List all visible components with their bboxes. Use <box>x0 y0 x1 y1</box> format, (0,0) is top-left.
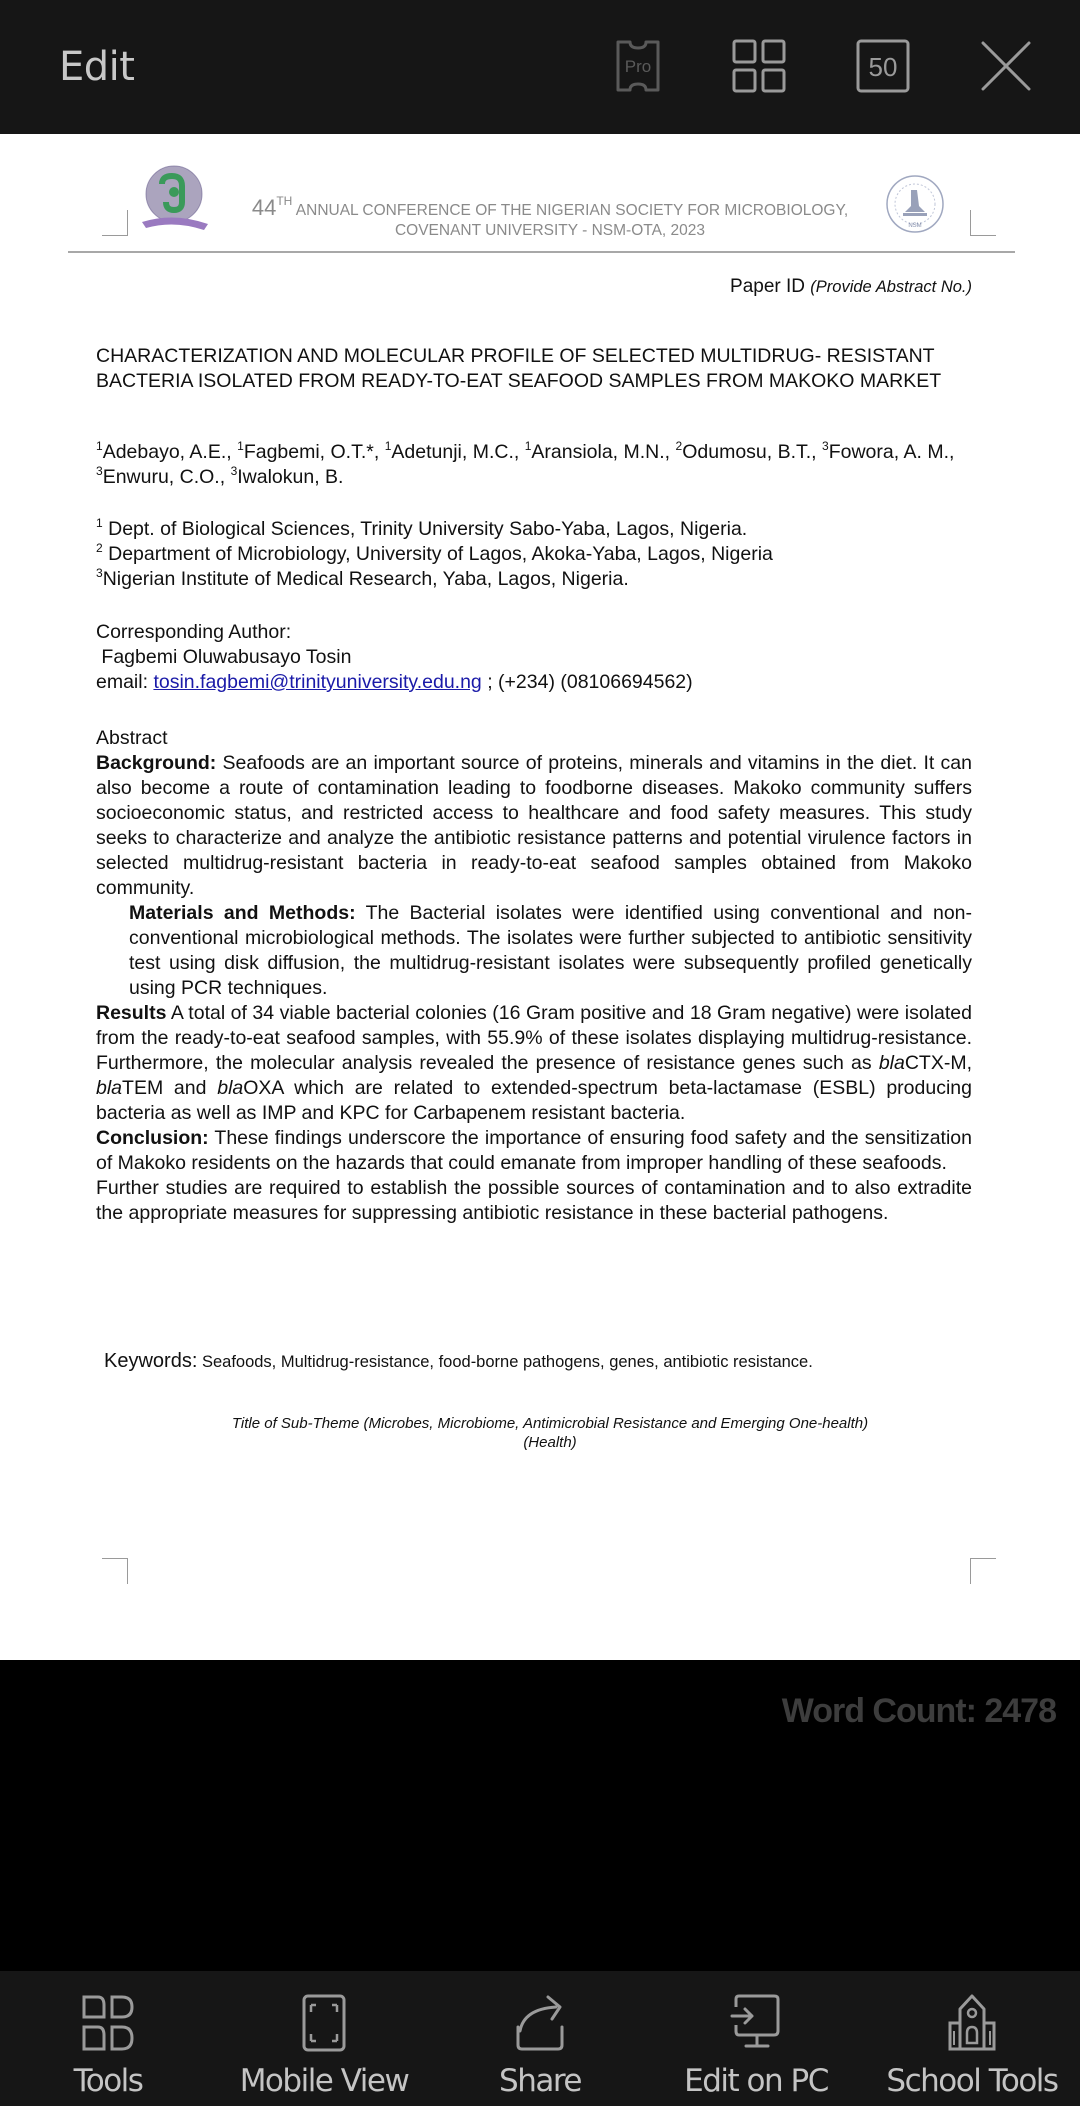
page-count: 50 <box>868 52 898 82</box>
email-label: email: <box>96 671 154 693</box>
edit-on-pc-icon <box>726 1993 786 2053</box>
header-divider <box>68 251 1015 253</box>
conference-ordinal-suffix: TH <box>276 194 293 208</box>
edit-on-pc-button[interactable] <box>648 1971 864 2106</box>
author-affiliation-number: 1 <box>524 439 532 453</box>
keywords <box>104 1350 813 1373</box>
corresponding-name: Fagbemi Oluwabusayo Tosin <box>96 646 352 668</box>
share-button[interactable] <box>432 1971 648 2106</box>
pro-ticket-icon[interactable] <box>610 38 666 94</box>
tools-button[interactable] <box>0 1971 216 2106</box>
affiliation-number: 1 <box>96 516 103 530</box>
results-text-b: which are related to extended-spectrum beta-lactamase (ESBL) producing bacteria as well as IMP and KPC for Carbapenem resistant bacteria. <box>96 1077 972 1124</box>
bottom-toolbar <box>0 1971 1080 2106</box>
corresponding-label: Corresponding Author: <box>96 621 292 643</box>
gene-ctx-m: CTX-M, <box>904 1052 972 1074</box>
edit-button[interactable]: Edit <box>59 44 135 90</box>
close-icon[interactable] <box>978 38 1034 94</box>
affiliation <box>96 517 972 542</box>
affiliation <box>96 567 972 592</box>
author-affiliation-number: 3 <box>96 464 103 478</box>
mobile-view-label: Mobile View <box>239 2063 409 2099</box>
share-label: Share <box>499 2063 581 2099</box>
author-name: Adetunji, M.C., <box>391 441 525 463</box>
author-name: Fowora, A. M., <box>828 441 960 463</box>
author-affiliation-number: 1 <box>237 439 244 453</box>
gene-tem: TEM and <box>122 1077 218 1099</box>
school-tools-icon <box>942 1993 1002 2053</box>
author-affiliation-number: 1 <box>96 439 103 453</box>
sub-theme-line-2: (Health) <box>523 1434 577 1451</box>
abstract-background <box>96 751 972 901</box>
school-tools-label: School Tools <box>886 2063 1058 2099</box>
paper-id-hint: (Provide Abstract No.) <box>810 278 972 296</box>
paper-title: CHARACTERIZATION AND MOLECULAR PROFILE OF SELECTED MULTIDRUG- RESISTANT BACTERIA ISOLATED FROM READY-TO-EAT SEAFOOD SAMPLES FROM MAKOKO MARKET <box>96 345 942 392</box>
nsm-society-logo <box>885 174 945 234</box>
crop-mark-top-left <box>102 210 128 236</box>
page-count-icon[interactable] <box>855 38 911 94</box>
tools-icon <box>78 1993 138 2053</box>
affiliation-text: Nigerian Institute of Medical Research, Yaba, Lagos, Nigeria. <box>102 568 629 590</box>
tools-label: Tools <box>73 2063 143 2099</box>
abstract-further-studies: Further studies are required to establish the possible sources of contamination and to also extradite the appropriate measures for suppressing antibiotic resistance in these bacterial pathogens. <box>96 1177 972 1224</box>
university-logo <box>138 164 212 234</box>
author-affiliation-number: 2 <box>675 439 683 453</box>
affiliations <box>96 517 972 592</box>
author-name: Adebayo, A.E., <box>102 441 238 463</box>
edit-on-pc-label: Edit on PC <box>684 2063 828 2099</box>
gene-prefix: bla <box>878 1052 905 1074</box>
conference-line-1: ANNUAL CONFERENCE OF THE NIGERIAN SOCIETY FOR MICROBIOLOGY, <box>295 202 849 219</box>
crop-mark-bottom-left <box>102 1558 128 1584</box>
results-text-a: A total of 34 viable bacterial colonies (16 Gram positive and 18 Gram negative) were isolated from the ready-to-eat seafood samples, with 55.9% of these isolates displaying multidrug-resistance. Furthermore, the molecular analysis revealed the presence of resistance genes such as <box>96 1002 972 1074</box>
conference-ordinal: 44 <box>251 195 277 220</box>
document-page[interactable] <box>0 134 1080 1660</box>
school-tools-button[interactable] <box>864 1971 1080 2106</box>
keywords-text: Seafoods, Multidrug-resistance, food-borne pathogens, genes, antibiotic resistance. <box>197 1353 813 1371</box>
svg-text:NSM: NSM <box>908 223 922 229</box>
gene-oxa: OXA <box>243 1077 284 1099</box>
phone-number: ; (+234) (08106694562) <box>481 671 693 693</box>
author-name: Odumosu, B.T., <box>682 441 823 463</box>
affiliation <box>96 542 972 567</box>
crop-mark-top-right <box>970 210 996 236</box>
background-text: Seafoods are an important source of proteins, minerals and vitamins in the diet. It can also become a route of contamination leading to foodborne diseases. Makoko community suffers socioeconomic status, and restricted access to healthcare and food safety measures. This study seeks to characterize and analyze the antibiotic resistance patterns and potential virulence factors in selected multidrug-resistant bacteria in ready-to-eat seafood samples obtained from Makoko community. <box>96 752 972 899</box>
methods-text: The Bacterial isolates were identified using conventional and non-conventional microbiological methods. The isolates were further subjected to antibiotic sensitivity test using disk diffusion, the multidrug-resistant isolates were subsequently profiled genetically using PCR techniques. <box>129 902 972 999</box>
methods-label: Materials and Methods: <box>129 902 356 924</box>
author-list <box>96 440 1016 490</box>
affiliation-text: Dept. of Biological Sciences, Trinity University Sabo-Yaba, Lagos, Nigeria. <box>102 518 748 540</box>
conference-header <box>210 194 890 241</box>
share-icon <box>510 1993 570 2053</box>
conclusion-text: These findings underscore the importance of ensuring food safety and the sensitization of Makoko residents on the hazards that could emanate from improper handling of these seafoods. <box>96 1127 972 1174</box>
sub-theme <box>150 1414 950 1452</box>
affiliation-text: Department of Microbiology, University of Lagos, Akoka-Yaba, Lagos, Nigeria <box>102 543 773 565</box>
mobile-view-icon <box>294 1993 354 2053</box>
author-affiliation-number: 3 <box>230 464 238 478</box>
abstract-heading: Abstract <box>96 727 168 749</box>
author-affiliation-number: 3 <box>822 439 829 453</box>
email-link[interactable]: tosin.fagbemi@trinityuniversity.edu.ng <box>153 671 482 693</box>
author-name: Enwuru, C.O., <box>102 466 231 488</box>
word-count: Word Count: 2478 <box>781 1692 1056 1730</box>
crop-mark-bottom-right <box>970 1558 996 1584</box>
sub-theme-line-1: Title of Sub-Theme (Microbes, Microbiome, Antimicrobial Resistance and Emerging One-health) <box>231 1415 869 1432</box>
gene-prefix: bla <box>96 1077 123 1099</box>
author-name: Aransiola, M.N., <box>531 441 676 463</box>
corresponding-author <box>96 620 972 695</box>
mobile-view-button[interactable] <box>216 1971 432 2106</box>
paper-id <box>730 276 972 298</box>
top-toolbar <box>0 0 1080 134</box>
abstract <box>96 726 972 1226</box>
affiliation-number: 3 <box>96 566 103 580</box>
pro-label: Pro <box>624 57 652 76</box>
results-label: Results <box>96 1002 167 1024</box>
grid-view-icon[interactable] <box>731 38 787 94</box>
author-name: Iwalokun, B. <box>237 466 344 488</box>
conclusion-label: Conclusion: <box>96 1127 209 1149</box>
author-affiliation-number: 1 <box>384 439 392 453</box>
abstract-results <box>96 1001 972 1126</box>
background-label: Background: <box>96 752 217 774</box>
abstract-conclusion <box>96 1126 972 1176</box>
affiliation-number: 2 <box>96 541 103 555</box>
author-name: Fagbemi, O.T.*, <box>243 441 385 463</box>
gene-prefix: bla <box>217 1077 244 1099</box>
abstract-methods <box>96 901 972 1001</box>
conference-line-2: COVENANT UNIVERSITY - NSM-OTA, 2023 <box>394 222 706 239</box>
paper-id-label: Paper ID <box>730 276 806 297</box>
keywords-label: Keywords: <box>104 1350 198 1372</box>
